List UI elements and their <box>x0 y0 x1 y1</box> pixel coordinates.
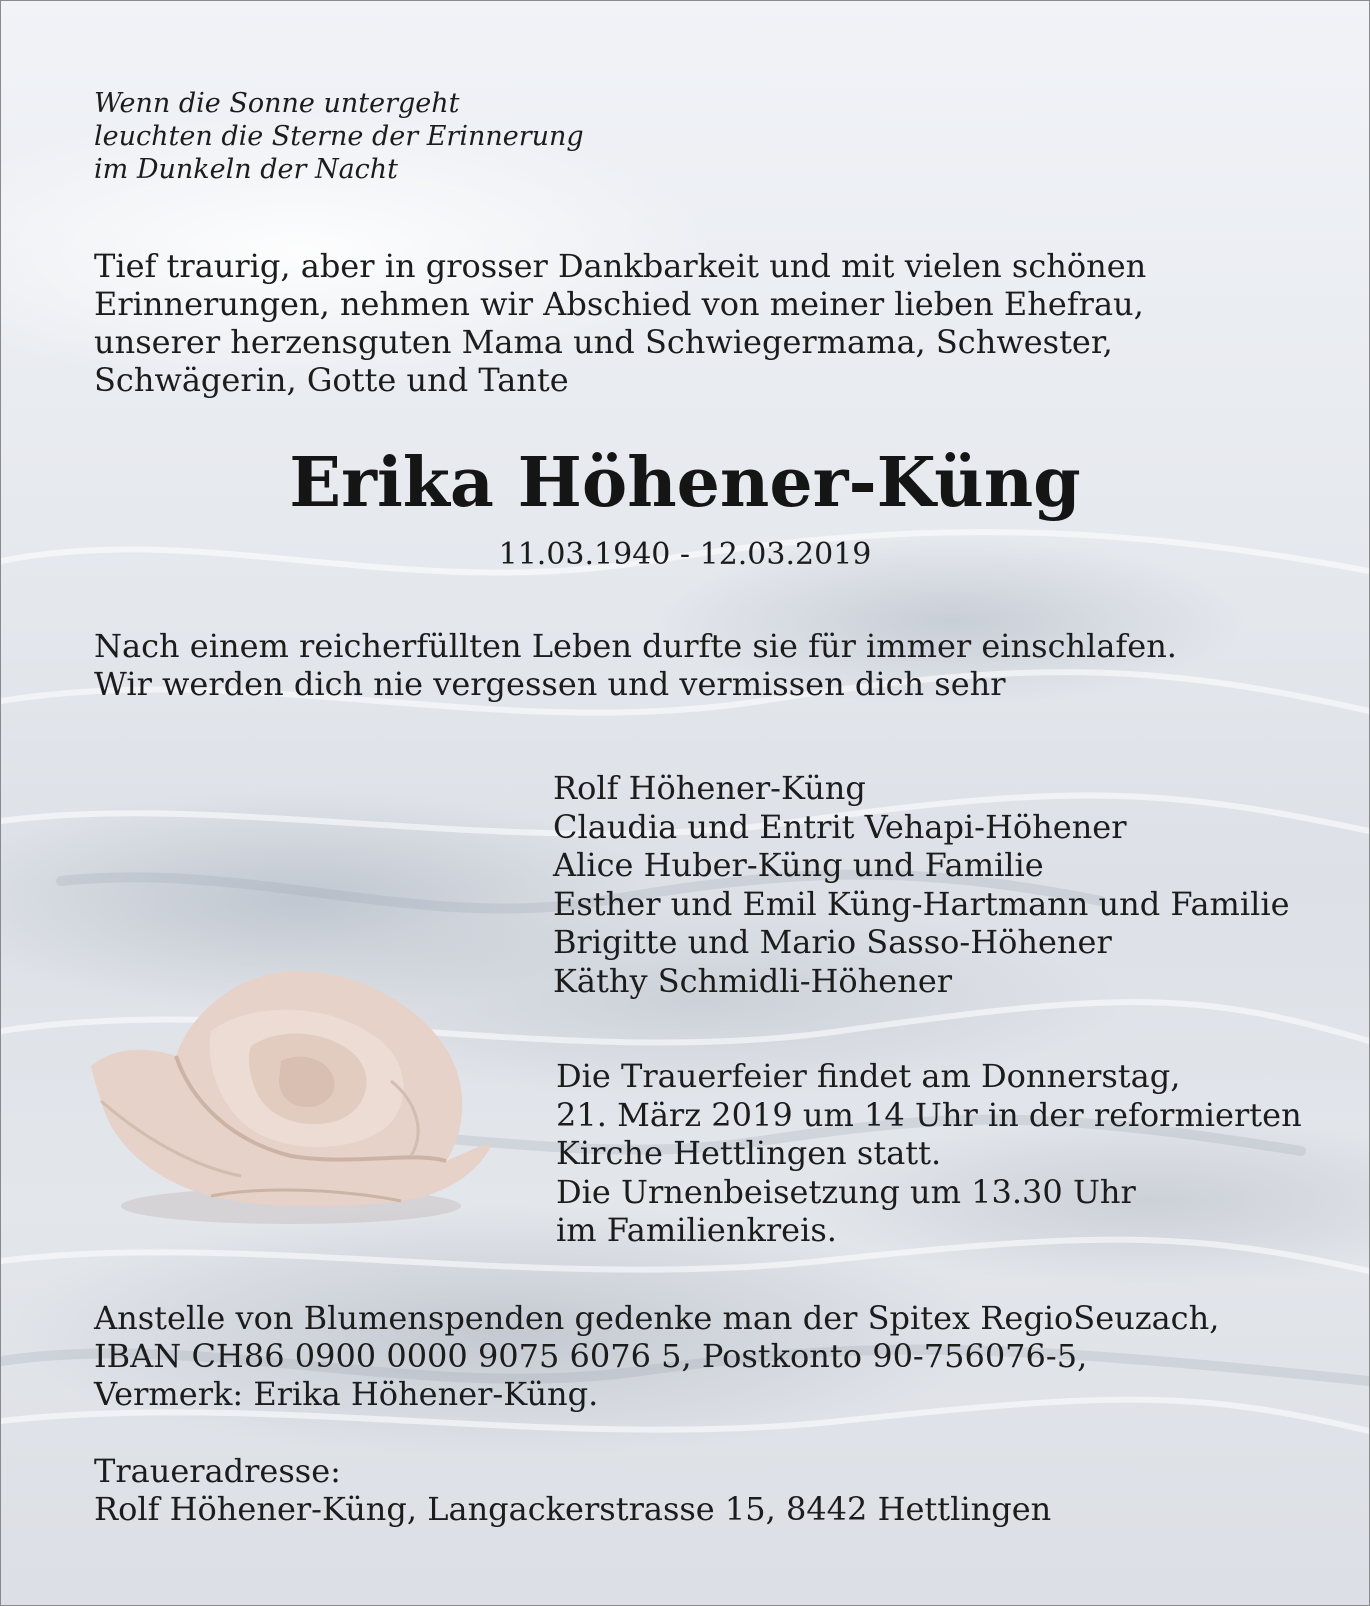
mourning-address-label: Traueradresse: <box>94 1452 341 1490</box>
motto-line: leuchten die Sterne der Erinnerung <box>94 121 584 152</box>
ceremony-line: Kirche Hettlingen statt. <box>556 1134 942 1172</box>
mourner-name: Rolf Höhener-Küng <box>553 769 866 807</box>
motto-line: Wenn die Sonne untergeht <box>94 88 460 119</box>
motto-line: im Dunkeln der Nacht <box>94 154 399 185</box>
ceremony-line: 21. März 2019 um 14 Uhr in der reformierten <box>556 1095 1302 1134</box>
deceased-name: Erika Höhener-Küng <box>289 443 1081 523</box>
farewell-paragraph <box>94 627 1177 703</box>
mourning-address: Rolf Höhener-Küng, Langackerstrasse 15, 8442 Hettlingen <box>94 1490 1052 1528</box>
intro-line: unserer herzensguten Mama und Schwiegermama, Schwester, <box>94 323 1113 361</box>
mourner-name: Brigitte und Mario Sasso-Höhener <box>553 923 1112 961</box>
ceremony-info <box>556 1057 1302 1250</box>
intro-paragraph <box>94 247 1146 399</box>
mourner-name: Käthy Schmidli-Höhener <box>553 961 953 1000</box>
mourner-name: Esther und Emil Küng-Hartmann und Familie <box>553 884 1290 923</box>
donation-line: IBAN CH86 0900 0000 9075 6076 5, Postkonto 90-756076-5, <box>94 1337 1088 1375</box>
mourner-name: Alice Huber-Küng und Familie <box>553 846 1044 884</box>
rose-icon <box>81 961 501 1231</box>
intro-line: Schwägerin, Gotte und Tante <box>94 361 569 399</box>
ceremony-line: Die Urnenbeisetzung um 13.30 Uhr <box>556 1172 1136 1211</box>
donation-info <box>94 1299 1219 1413</box>
intro-line: Tief traurig, aber in grosser Dankbarkeit und mit vielen schönen <box>94 247 1147 285</box>
motto-poem <box>94 87 584 186</box>
mourner-name: Claudia und Entrit Vehapi-Höhener <box>553 807 1127 846</box>
life-dates: 11.03.1940 - 12.03.2019 <box>498 537 872 572</box>
ceremony-line: Die Trauerfeier findet am Donnerstag, <box>556 1057 1181 1095</box>
intro-line: Erinnerungen, nehmen wir Abschied von meiner lieben Ehefrau, <box>94 285 1144 323</box>
mourners-list <box>553 769 1290 1000</box>
donation-line: Vermerk: Erika Höhener-Küng. <box>94 1375 599 1413</box>
farewell-line: Nach einem reicherfüllten Leben durfte sie für immer einschlafen. <box>94 627 1177 665</box>
donation-line: Anstelle von Blumenspenden gedenke man der Spitex RegioSeuzach, <box>94 1299 1220 1337</box>
ceremony-line: im Familienkreis. <box>556 1211 837 1249</box>
farewell-line: Wir werden dich nie vergessen und vermissen dich sehr <box>94 665 1006 703</box>
